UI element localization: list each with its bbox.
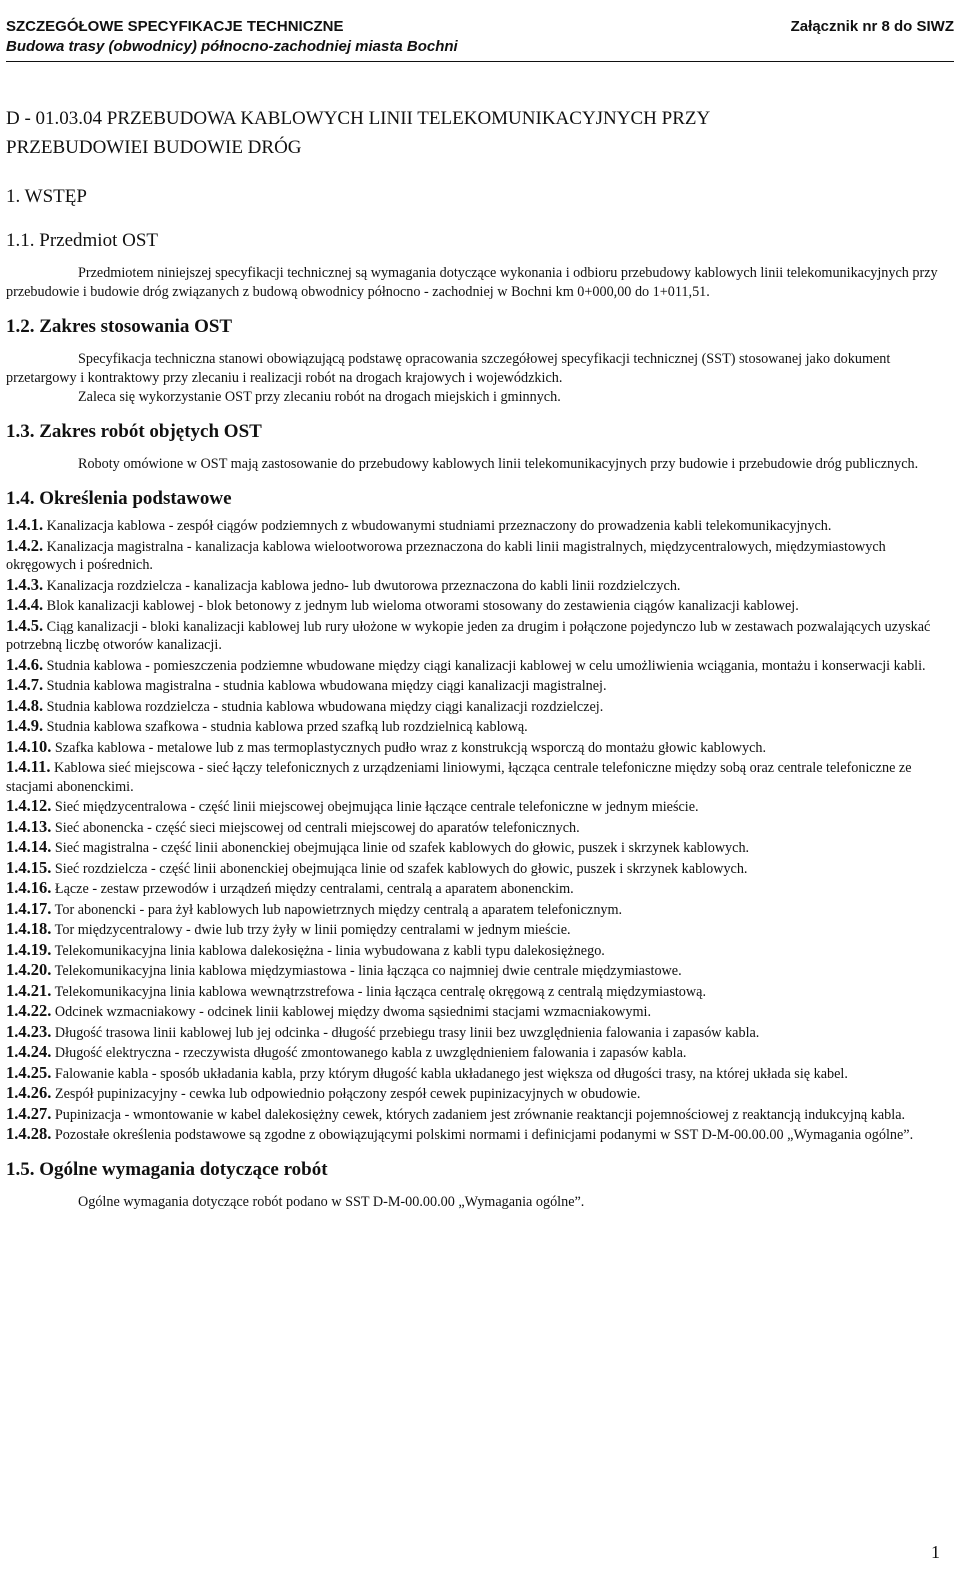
definition-number: 1.4.10.: [6, 736, 52, 756]
section-1-5-number: 1.5.: [6, 1158, 35, 1180]
definition-number: 1.4.4.: [6, 595, 44, 614]
header-title: SZCZEGÓŁOWE SPECYFIKACJE TECHNICZNE: [6, 18, 344, 35]
definition-text: Sieć międzycentralowa - część linii miejscowej obejmująca linie łączące centrale telefoniczne w jednym mieście.: [54, 799, 699, 815]
definition-item: [6, 982, 946, 1002]
definition-number: 1.4.22.: [6, 1001, 52, 1020]
header-subtitle: Budowa trasy (obwodnicy) północno-zachodniej miasta Bochni: [6, 38, 458, 55]
definition-item: [6, 838, 946, 858]
definition-text: Długość trasowa linii kablowej lub jej odcinka - długość przebiegu trasy linii bez uwzględnienia falowania i zapasów kabla.: [54, 1024, 760, 1041]
definition-text: Długość elektryczna - rzeczywista długość zmontowanego kabla z uwzględnieniem falowania i zapasów kabla.: [54, 1045, 687, 1061]
section-1-1-title: [6, 228, 946, 254]
section-1-1-heading: Przedmiot OST: [39, 230, 158, 251]
definition-text: Telekomunikacyjna linia kablowa wewnątrzstrefowa - linia łącząca centralę okręgową z centralą międzymiastową.: [54, 983, 706, 1000]
definition-number: 1.4.19.: [6, 939, 52, 959]
definition-text: Ciąg kanalizacji - bloki kanalizacji kablowej lub rury ułożone w wykopie jeden za drugim i połączone pojedynczo lub w zestawach pozwalających uzyskać potrzebną liczbę otworów kanalizacji.: [6, 618, 931, 653]
definition-item: [6, 1023, 946, 1043]
definition-item: [6, 818, 946, 838]
definition-text: Pupinizacja - wmontowanie w kabel dalekosiężny cewek, których zadaniem jest zrównanie reaktancji pojemnościowej z reaktancją indukcyjną kabla.: [54, 1106, 906, 1123]
definition-number: 1.4.2.: [6, 535, 44, 555]
definition-item: [6, 1002, 946, 1022]
definition-item: [6, 576, 946, 596]
definition-number: 1.4.7.: [6, 675, 44, 694]
definition-item: [6, 1064, 946, 1084]
definition-text: Kanalizacja kablowa - zespół ciągów podziemnych z wbudowanymi studniami przeznaczony do prowadzenia kabli telekomunikacyjnych.: [46, 518, 832, 534]
definition-item: [6, 537, 946, 575]
section-1-title: 1. WSTĘP: [6, 186, 87, 207]
definition-number: 1.4.21.: [6, 980, 52, 1000]
section-1-3-title: [6, 419, 946, 445]
definition-item: [6, 879, 946, 899]
definition-number: 1.4.17.: [6, 898, 52, 918]
definition-text: Telekomunikacyjna linia kablowa dalekosiężna - linia wybudowana z kabli typu dalekosiężnego.: [54, 942, 605, 959]
section-1-3-text: Roboty omówione w OST mają zastosowanie do przebudowy kablowych linii telekomunikacyjnych przy budowie i przebudowie dróg publicznych.: [78, 456, 919, 472]
section-1-2-number: 1.2.: [6, 316, 35, 337]
section-1-1-text: Przedmiotem niniejszej specyfikacji technicznej są wymagania dotyczące wykonania i odbioru przebudowy kablowych linii telekomunikacyjnych przy przebudowie i budowie dróg związanych z budową obwodnicy północno - zachodniej w Bochni km 0+000,00 do 1+011,51.: [6, 265, 938, 300]
header-attachment: Załącznik nr 8 do SIWZ: [790, 18, 954, 35]
section-1-5-title: [6, 1157, 946, 1183]
definition-item: [6, 1125, 946, 1145]
document-title: [6, 104, 946, 162]
definitions-list: [6, 516, 946, 1145]
definition-text: Kanalizacja rozdzielcza - kanalizacja kablowa jedno- lub dwutorowa przeznaczona do kabli linii rozdzielczych.: [46, 577, 681, 594]
section-1-4-number: 1.4.: [6, 488, 35, 509]
definition-number: 1.4.20.: [6, 960, 52, 979]
section-1-3-number: 1.3.: [6, 421, 35, 442]
document-title-line2: PRZEBUDOWIEI BUDOWIE DRÓG: [6, 137, 302, 158]
section-1-4-title: [6, 486, 946, 512]
definition-item: [6, 656, 946, 676]
definition-number: 1.4.1.: [6, 515, 44, 534]
definition-number: 1.4.12.: [6, 796, 52, 815]
definition-number: 1.4.9.: [6, 716, 44, 735]
definition-item: [6, 797, 946, 817]
section-1-3-heading: Zakres robót objętych OST: [39, 421, 262, 442]
definition-item: [6, 516, 946, 536]
definition-text: Studnia kablowa magistralna - studnia kablowa wbudowana między ciągi kanalizacji magistralnej.: [46, 678, 607, 694]
definition-number: 1.4.8.: [6, 695, 44, 715]
definition-text: Kablowa sieć miejscowa - sieć łączy telefonicznych z urządzeniami liniowymi, łącząca centrale telefoniczne między sobą oraz centrale telefoniczne ze stacjami abonenckimi.: [6, 760, 912, 795]
definition-item: [6, 676, 946, 696]
definition-item: [6, 1084, 946, 1104]
definition-number: 1.4.26.: [6, 1083, 52, 1102]
page-header: [6, 14, 954, 62]
definition-number: 1.4.6.: [6, 654, 44, 674]
definition-number: 1.4.13.: [6, 816, 52, 836]
definition-text: Zespół pupinizacyjny - cewka lub odpowiednio połączony zespół cewek pupinizacyjnych w obudowie.: [54, 1086, 641, 1102]
section-1-2-title: [6, 314, 946, 340]
definition-text: Kanalizacja magistralna - kanalizacja kablowa wielootworowa przeznaczona do kabli linii magistralnych, międzycentralowych, międzymiastowych okręgowych i pośrednich.: [6, 538, 886, 573]
definition-number: 1.4.28.: [6, 1124, 52, 1143]
section-1-5-text: Ogólne wymagania dotyczące robót podano w SST D-M-00.00.00 „Wymagania ogólne”.: [78, 1193, 585, 1210]
definition-item: [6, 1105, 946, 1125]
definition-number: 1.4.23.: [6, 1021, 52, 1041]
definition-text: Szafka kablowa - metalowe lub z mas termoplastycznych pudło wraz z konstrukcją wsporczą do montażu głowic kablowych.: [54, 739, 767, 756]
section-1-4-heading: Określenia podstawowe: [39, 488, 232, 509]
definition-number: 1.4.15.: [6, 857, 52, 877]
section-1-1-number: 1.1.: [6, 230, 35, 251]
definition-item: [6, 941, 946, 961]
definition-text: Blok kanalizacji kablowej - blok betonowy z jednym lub wieloma otworami stosowany do zestawienia ciągów kanalizacji kablowej.: [46, 598, 799, 614]
definition-number: 1.4.3.: [6, 574, 44, 594]
definition-number: 1.4.14.: [6, 837, 52, 856]
definition-item: [6, 900, 946, 920]
header-rule: [6, 61, 954, 62]
definition-text: Sieć rozdzielcza - część linii abonenckiej obejmująca linie od szafek kablowych do głowic, puszek i skrzynek kablowych.: [54, 860, 748, 877]
definition-text: Studnia kablowa - pomieszczenia podziemne wbudowane między ciągi kanalizacji kablowej w celu umożliwienia wciągania, montażu i konserwacji kabli.: [46, 657, 926, 674]
definition-number: 1.4.25.: [6, 1062, 52, 1082]
definition-text: Odcinek wzmacniakowy - odcinek linii kablowej między dwoma sąsiednimi stacjami wzmacniakowymi.: [54, 1004, 652, 1020]
definition-text: Studnia kablowa szafkowa - studnia kablowa przed szafką lub rozdzielnicą kablową.: [46, 719, 528, 735]
definition-item: [6, 738, 946, 758]
definition-number: 1.4.5.: [6, 615, 44, 635]
definition-text: Telekomunikacyjna linia kablowa międzymiastowa - linia łącząca co najmniej dwie centrale międzymiastowe.: [54, 963, 682, 979]
definition-item: [6, 920, 946, 940]
definition-number: 1.4.24.: [6, 1042, 52, 1061]
definition-text: Falowanie kabla - sposób układania kabla, przy którym długość kabla układanego jest większa od długości trasy, na której układa się kabel.: [54, 1065, 848, 1082]
definition-item: [6, 617, 946, 655]
definition-item: [6, 596, 946, 616]
definition-number: 1.4.11.: [6, 757, 51, 776]
definition-text: Tor abonencki - para żył kablowych lub napowietrznych między centralą a aparatem telefonicznym.: [54, 901, 623, 918]
section-1-5-heading: Ogólne wymagania dotyczące robót: [39, 1158, 328, 1180]
section-1-2-text: Specyfikacja techniczna stanowi obowiązującą podstawę opracowania szczegółowej specyfikacji technicznej (SST) stosowanej jako dokument przetargowy i kontraktowy przy zlecaniu i realizacji robót na drogach krajowych i wojewódzkich.: [6, 351, 891, 386]
definition-text: Sieć magistralna - część linii abonenckiej obejmująca linie od szafek kablowych do głowic, puszek i skrzynek kablowych.: [54, 840, 750, 856]
definition-text: Studnia kablowa rozdzielcza - studnia kablowa wbudowana między ciągi kanalizacji rozdzielczej.: [46, 698, 604, 715]
section-1-2-heading: Zakres stosowania OST: [39, 316, 233, 337]
section-1-2-text-2: Zaleca się wykorzystanie OST przy zlecaniu robót na drogach miejskich i gminnych.: [78, 389, 561, 405]
definition-item: [6, 1043, 946, 1063]
definition-number: 1.4.27.: [6, 1103, 52, 1123]
definition-number: 1.4.16.: [6, 878, 52, 897]
definition-item: [6, 758, 946, 796]
definition-text: Łącze - zestaw przewodów i urządzeń między centralami, centralą a aparatem abonenckim.: [54, 881, 574, 897]
definition-number: 1.4.18.: [6, 919, 52, 938]
definition-text: Pozostałe określenia podstawowe są zgodne z obowiązującymi polskimi normami i definicjami podanymi w SST D-M-00.00.00 „Wymagania ogólne”.: [54, 1127, 914, 1143]
definition-item: [6, 717, 946, 737]
definition-item: [6, 961, 946, 981]
definition-text: Sieć abonencka - część sieci miejscowej od centrali miejscowej do aparatów telefonicznych.: [54, 819, 580, 836]
definition-item: [6, 859, 946, 879]
definition-text: Tor międzycentralowy - dwie lub trzy żyły w linii pomiędzy centralami w jednym mieście.: [54, 922, 571, 938]
document-title-line1: D - 01.03.04 PRZEBUDOWA KABLOWYCH LINII TELEKOMUNIKACYJNYCH PRZY: [6, 108, 711, 129]
definition-item: [6, 697, 946, 717]
document-body: [6, 104, 946, 1212]
page-number: 1: [931, 1542, 940, 1562]
